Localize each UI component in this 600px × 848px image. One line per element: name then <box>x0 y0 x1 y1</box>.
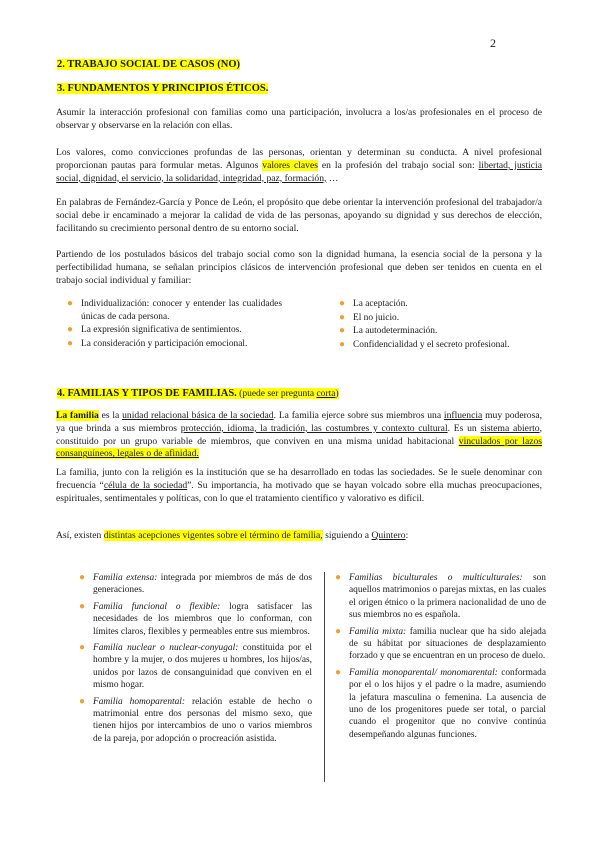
bullet-icon: ● <box>339 338 346 350</box>
quintero-reference: Quintero <box>371 530 406 541</box>
bullet-icon: ● <box>79 695 86 707</box>
meanings-highlight: distintas acepciones vigentes sobre el término de familia, <box>103 530 323 541</box>
bullet-icon: ● <box>79 572 86 583</box>
values-text-b: en la profesión del trabajo social son: <box>317 159 479 171</box>
paragraph-purpose: En palabras de Fernández-García y Ponce de León, el propósito que debe orientar la intervención profesional del trabajador/a social debe ir encaminado a mejorar la calidad de vida de las personas, apoyando su dignidad y sus derechos de elección, facilitando su crecimiento personal dentro de su entorno social. <box>56 197 542 234</box>
bullet-icon: ● <box>335 666 342 678</box>
bullet-icon: ● <box>339 311 346 323</box>
paragraph-postulates: Partiendo de los postulados básicos del trabajo social como son la dignidad humana, la esencia social de la persona y la perfectibilidad humana, se señalan principios clásicos de intervención profesional que deben ser tenidos en cuenta en el trabajo social individual y familiar: <box>56 249 542 286</box>
family-types-right-list <box>332 572 546 745</box>
bullet-icon: ● <box>339 298 346 309</box>
list-item: ● Familias biculturales o multiculturales: son aquellos matrimonios o parejas mixtas, en las cuales el origen étnico o la primera nacionalidad de uno de sus miembros no es española. <box>335 572 546 621</box>
list-item: ● La consideración y participación emocional. <box>67 337 248 349</box>
section-2-title: 2. TRABAJO SOCIAL DE CASOS (NO) <box>57 59 241 70</box>
paragraph-family-definition: La familia es la unidad relacional básica de la sociedad. La familia ejerce sobre sus miembros una influencia muy poderosa, ya que brinda a sus miembros protección, idioma, la tradición, las costumbres y contexto cultural. Es un sistema abierto, constituido por un grupo variable de miembros, que conviven en una misma unidad habitacional vinculados por lazos consanguíneos, legales o de afinidad. <box>56 410 543 460</box>
list-item: ● Familia homoparental: relación estable de hecho o matrimonial entre dos personas del mismo sexo, que tienen hijos por intercambios de uno o varios miembros de la pareja, por adopción o procreación asistida. <box>79 695 313 744</box>
family-types-left-list <box>76 572 312 749</box>
bullet-icon: ● <box>67 324 74 336</box>
family-term: La familia <box>56 410 99 421</box>
paragraph-family-meanings: Así, existen distintas acepciones vigentes sobre el término de familia, siguiendo a Quintero: <box>56 530 409 541</box>
values-list: libertad, justicia social, dignidad, el servicio, la solidaridad, integridad, paz, formación, <box>56 159 542 184</box>
cell-of-society: célula de la sociedad <box>103 479 188 491</box>
section-3-heading <box>56 82 541 96</box>
section-4-title: 4. FAMILIAS Y TIPOS DE FAMILIAS. <box>57 388 237 399</box>
values-text-c: … <box>326 172 339 184</box>
list-item: ● Familia nuclear o nuclear-conyugal: constituida por el hombre y la mujer, o dos mujeres u hombres, los hijos/as, unidos por lazos de consanguinidad que conviven en el mismo hogar. <box>79 642 312 691</box>
list-item: ● Familia mixta: familia nuclear que ha sido alejada de su hábitat por situaciones de desplazamiento forzado y que se encuentran en un proceso de duelo. <box>335 625 546 662</box>
list-item: ● La autodeterminación. <box>339 325 438 337</box>
section-4-note: (puede ser pregunta corta) <box>236 389 339 399</box>
principles-left-list <box>64 298 282 351</box>
list-item: ● Individualización: conocer y entender las cualidades únicas de cada persona. <box>67 298 282 322</box>
list-item: ● La expresión significativa de sentimientos. <box>67 324 242 336</box>
bullet-icon: ● <box>335 625 342 637</box>
bullet-icon: ● <box>79 642 86 654</box>
column-divider <box>324 572 325 782</box>
section-3-title: 3. FUNDAMENTOS Y PRINCIPIOS ÉTICOS. <box>57 83 269 94</box>
list-item: ● La aceptación. <box>339 298 408 309</box>
list-item: ● El no juicio. <box>339 311 400 323</box>
list-item: ● Confidencialidad y el secreto profesional. <box>339 338 510 350</box>
principles-right-list <box>336 298 546 352</box>
list-item: ● Familia funcional o flexible: logra satisfacer las necesidades de los miembros que lo conforman, con límites claros, flexibles y permeables entre sus miembros. <box>79 600 313 637</box>
list-item: ● Familia extensa: integrada por miembros de más de dos generaciones. <box>79 572 312 596</box>
bullet-icon: ● <box>335 572 342 583</box>
family-bonds-highlight: vinculados por lazos consanguíneos, legales o de afinidad. <box>56 435 542 460</box>
values-text-a: Los valores, como convicciones profundas de las personas, orientan y determinan su conducta. A nivel profesional proporcionan pautas para formular metas. Algunos <box>56 147 542 171</box>
section-4-heading <box>56 387 541 401</box>
bullet-icon: ● <box>339 325 346 337</box>
paragraph-interaction: Asumir la interacción profesional con familias como una participación, involucra a los/as profesionales en el proceso de observar y observarse en la relación con ellas. <box>56 107 542 131</box>
bullet-icon: ● <box>79 600 86 612</box>
page-number: 2 <box>490 36 496 50</box>
section-2-heading <box>56 58 541 72</box>
values-highlight: valores claves <box>262 159 318 171</box>
paragraph-family-institution: La familia, junto con la religión es la institución que se ha desarrollado en todas las sociedades. Se le suele denominar con frecuencia “célula de la sociedad”. Su importancia, ha motivado que se hayan volcado sobre ella muchas preocupaciones, espirituales, sentimentales y políticas, con lo que el tratamiento científico y valorativo es difícil. <box>56 467 542 504</box>
bullet-icon: ● <box>67 337 74 349</box>
list-item: ● Familia monoparental/ monomarental: conformada por el o los hijos y el padre o la madre, asumiendo la jefatura masculina o femenina. La ausencia de uno de los progenitores puede ser total, o parcial cuando el progenitor que no convive continúa desempeñando algunas funciones. <box>335 666 546 740</box>
paragraph-values <box>56 147 542 185</box>
bullet-icon: ● <box>67 298 74 309</box>
section-4-highlight <box>57 388 339 399</box>
